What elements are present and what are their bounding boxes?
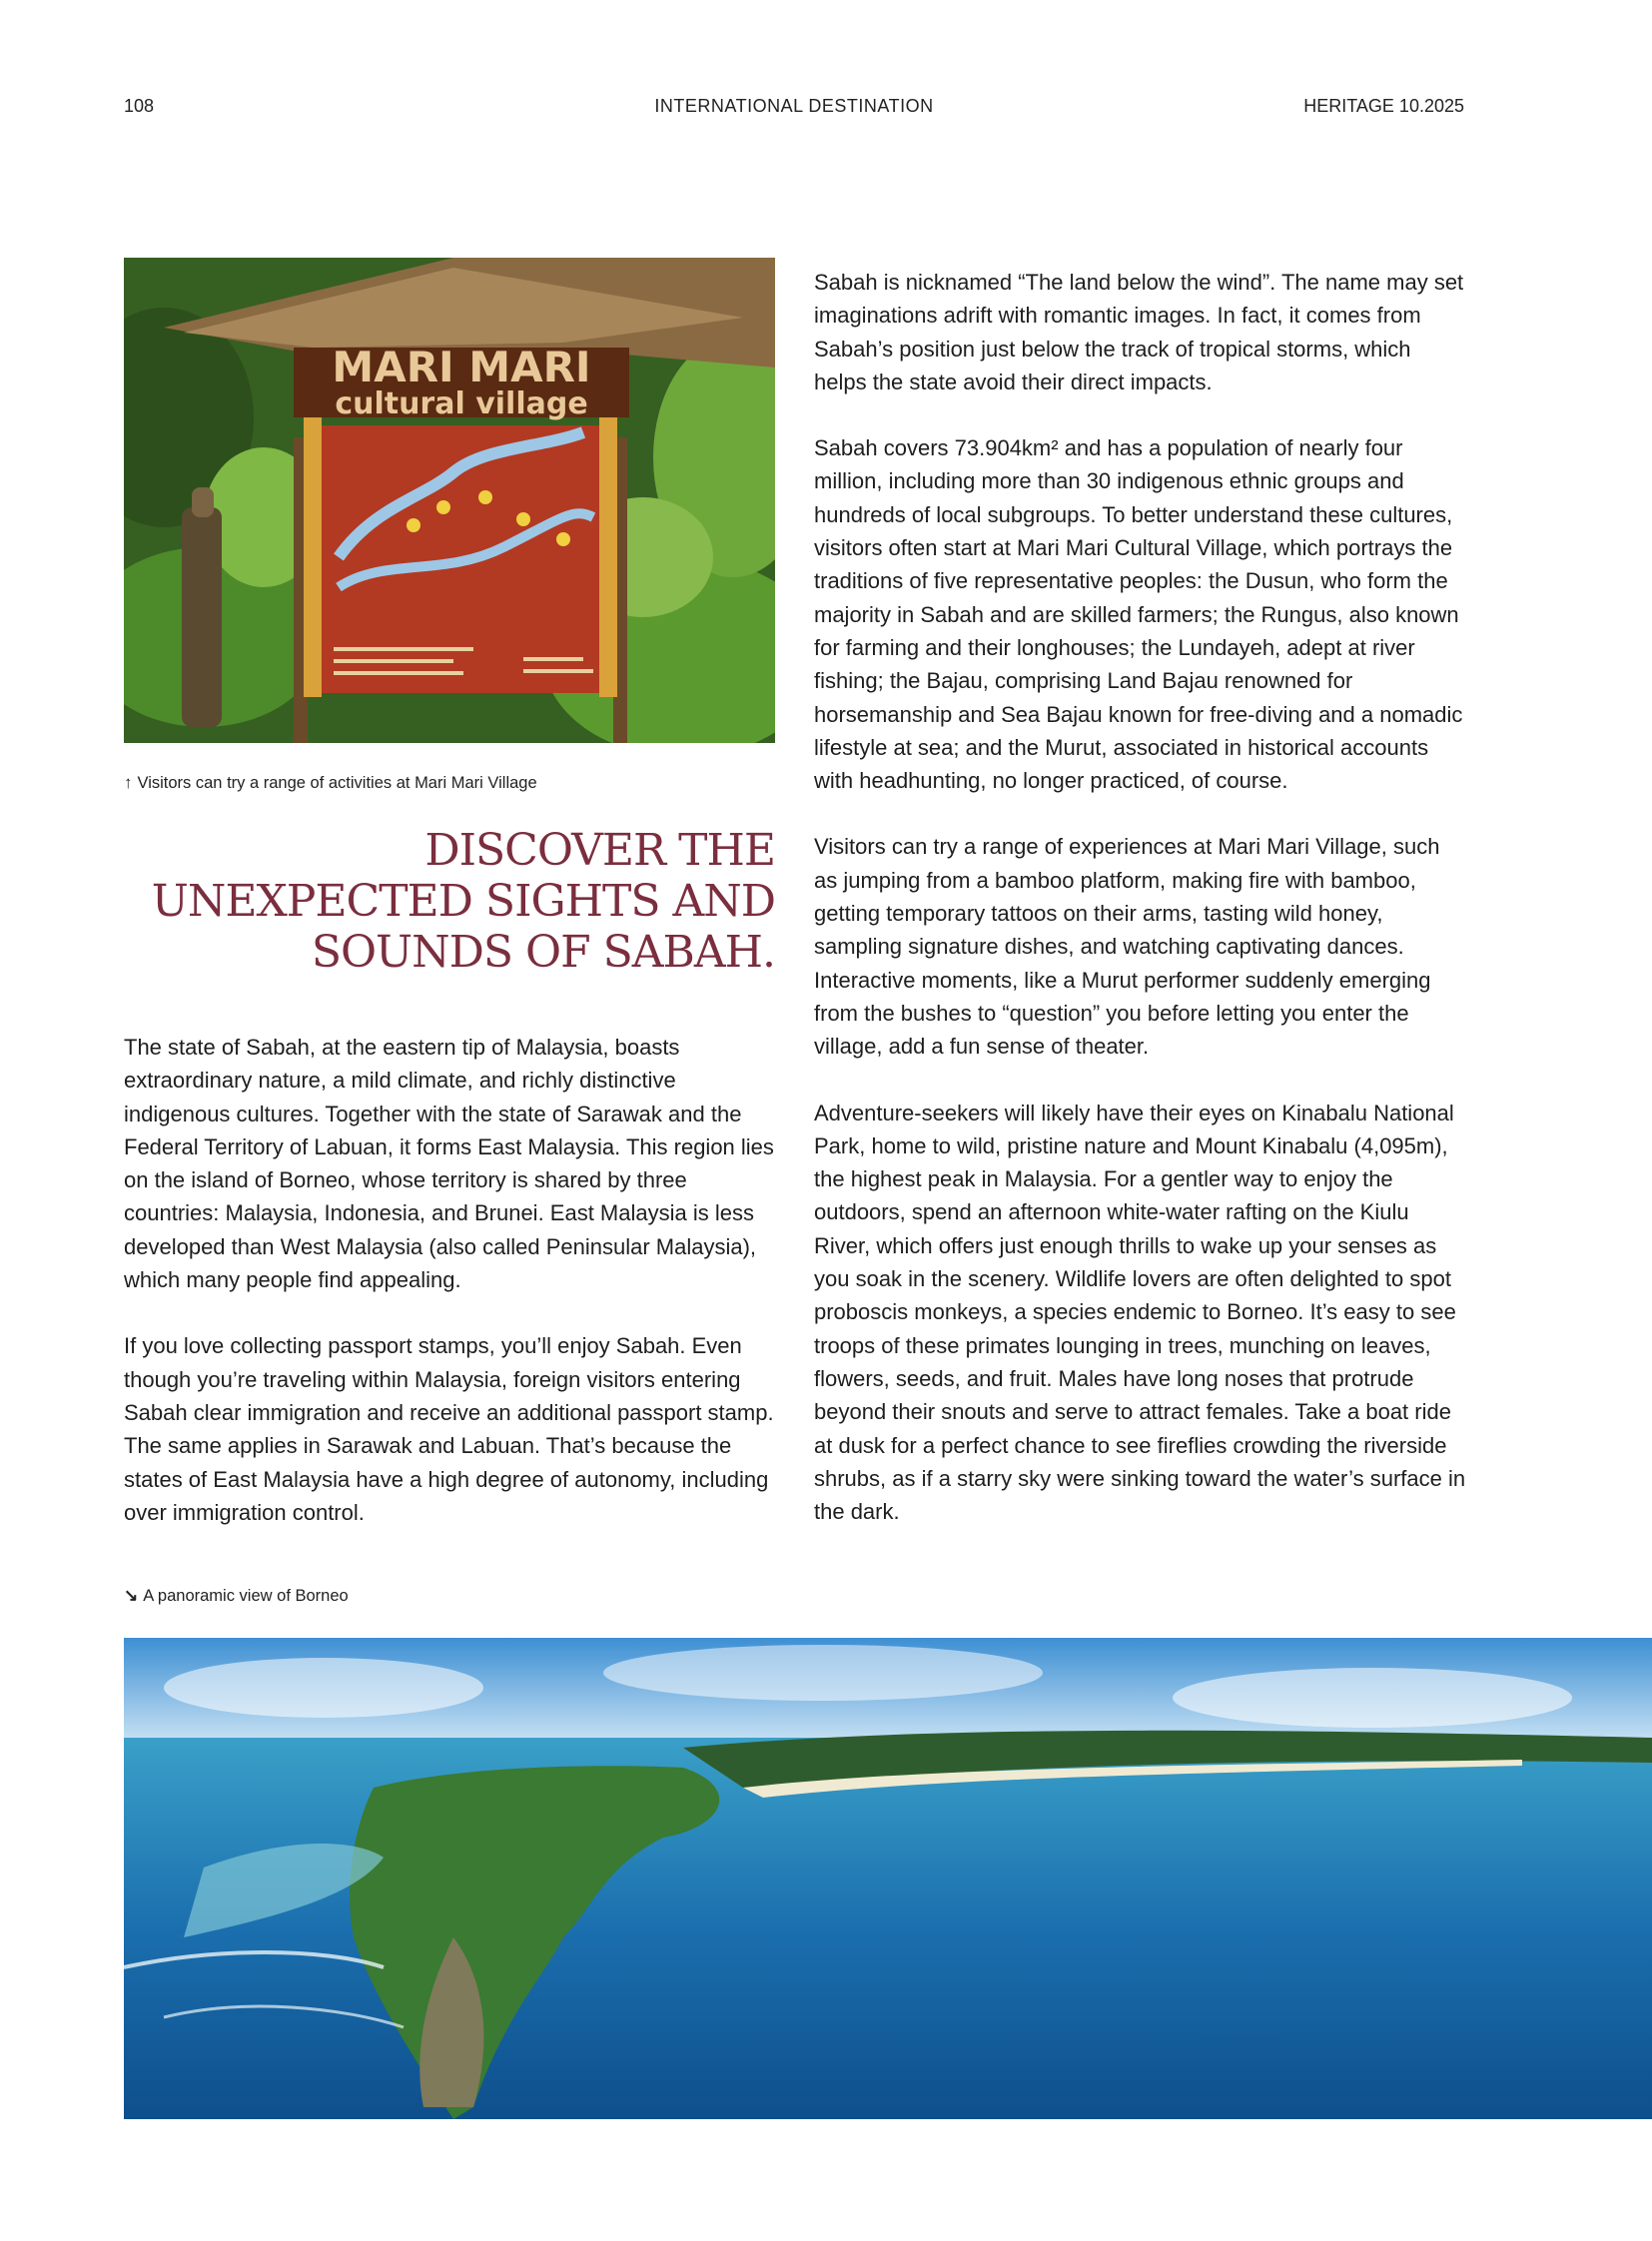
section-title: INTERNATIONAL DESTINATION: [654, 96, 934, 116]
caption-village-text: Visitors can try a range of activities at Mari Mari Village: [137, 774, 537, 792]
caption-borneo: [124, 1586, 349, 1606]
arrow-down-right-icon: ↘: [124, 1586, 139, 1605]
pull-quote-line2: UNEXPECTED SIGHTS AND: [151, 876, 775, 927]
article-left-column: [124, 1031, 775, 1562]
article-paragraph: Sabah covers 73.904km² and has a population of nearly four million, including more than 30 indigenous ethnic groups and hundreds of local subgroups. To better understand these cultures, visitors often start at Mari Mari Cultural Village, which portrays the traditions of five representative peoples: the Dusun, who form the majority in Sabah and are skilled farmers; the Rungus, also known for farming and their longhouses; the Lundayeh, adept at river fishing; the Bajau, comprising Land Bajau renowned for horsemanship and Sea Bajau known for free-diving and a nomadic lifestyle at sea; and the Murut, associated in historical accounts with headhunting, no longer practiced, of course.: [814, 435, 1463, 794]
mari-mari-sign-photo: [124, 258, 775, 743]
arrow-up-icon: ↑: [124, 773, 133, 792]
pull-quote: [124, 825, 775, 978]
page-number: 108: [124, 96, 155, 116]
caption-borneo-text: A panoramic view of Borneo: [143, 1587, 349, 1605]
article-paragraph: If you love collecting passport stamps, you’ll enjoy Sabah. Even though you’re traveling within Malaysia, foreign visitors entering Sabah clear immigration and receive an additional passport stamp. The same applies in Sarawak and Labuan. That’s because the states of East Malaysia have a high degree of autonomy, including over immigration control.: [124, 1333, 774, 1525]
page-header: [124, 96, 1464, 122]
caption-village: [124, 773, 537, 793]
borneo-panorama-photo: [124, 1638, 1652, 2119]
article-paragraph: Visitors can try a range of experiences at Mari Mari Village, such as jumping from a bamboo platform, making fire with bamboo, getting temporary tattoos on their arms, tasting wild honey, sampling signature dishes, and watching captivating dances. Interactive moments, like a Murut performer suddenly emerging from the bushes to “question” you before letting you enter the village, add a fun sense of theater.: [814, 834, 1440, 1060]
article-paragraph: The state of Sabah, at the eastern tip of Malaysia, boasts extraordinary nature, a mild climate, and richly distinctive indigenous cultures. Together with the state of Sarawak and the Federal Territory of Labuan, it forms East Malaysia. This region lies on the island of Borneo, whose territory is shared by three countries: Malaysia, Indonesia, and Brunei. East Malaysia is less developed than West Malaysia (also called Peninsular Malaysia), which many people find appealing.: [124, 1035, 774, 1293]
article-paragraph: Sabah is nicknamed “The land below the wind”. The name may set imaginations adrift with romantic images. In fact, it comes from Sabah’s position just below the track of tropical storms, which helps the state avoid their direct impacts.: [814, 270, 1464, 394]
sign-line2: cultural village: [335, 386, 588, 421]
issue-label: HERITAGE 10.2025: [1303, 96, 1464, 116]
article-right-column: [814, 266, 1468, 1561]
sign-line1: MARI MARI: [332, 343, 591, 391]
pull-quote-line3: SOUNDS OF SABAH.: [311, 927, 775, 978]
article-paragraph: Adventure-seekers will likely have their eyes on Kinabalu National Park, home to wild, pristine nature and Mount Kinabalu (4,095m), the highest peak in Malaysia. For a gentler way to enjoy the outdoors, spend an afternoon white-water rafting on the Kiulu River, which offers just enough thrills to wake up your senses as you soak in the scenery. Wildlife lovers are often delighted to spot proboscis monkeys, a species endemic to Borneo. It’s easy to see troops of these primates lounging in trees, munching on leaves, flowers, seeds, and fruit. Males have long noses that protrude beyond their snouts and serve to attract females. Take a boat ride at dusk for a perfect chance to see fireflies crowding the riverside shrubs, as if a starry sky were sinking toward the water’s surface in the dark.: [814, 1100, 1466, 1525]
pull-quote-line1: DISCOVER THE: [424, 825, 775, 876]
